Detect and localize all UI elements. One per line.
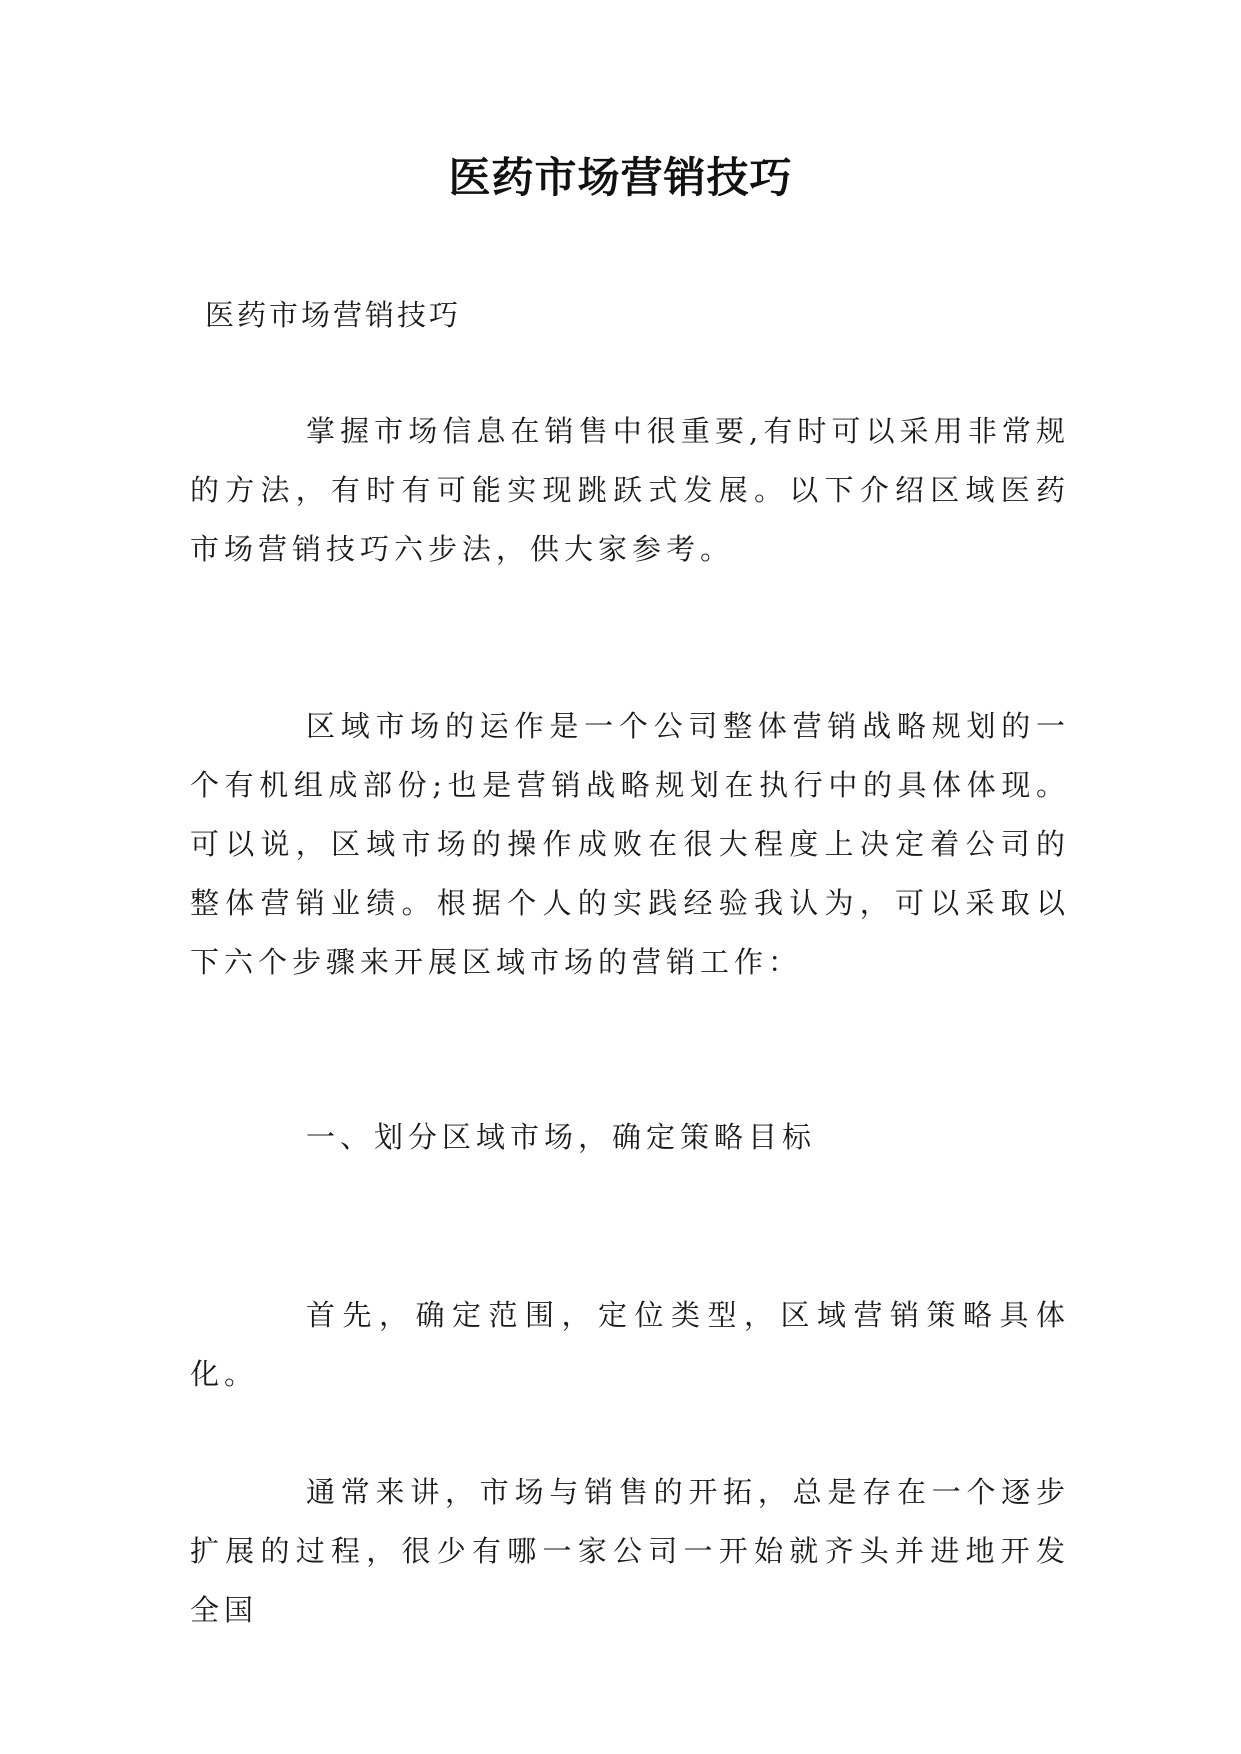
paragraph-intro: 掌握市场信息在销售中很重要,有时可以采用非常规的方法，有时有可能实现跳跃式发展。以下介绍区域医药市场营销技巧六步法，供大家参考。 [190, 414, 1070, 566]
paragraph-regional-market: 区域市场的运作是一个公司整体营销战略规划的一个有机组成部份;也是营销战略规划在执行中的具体体现。可以说，区域市场的操作成败在很大程度上决定着公司的整体营销业绩。根据个人的实践经验我认为，可以采取以下六个步骤来开展区域市场的营销工作： [190, 709, 1070, 979]
paragraph-first-step: 首先，确定范围，定位类型，区域营销策略具体化。 [190, 1298, 1070, 1391]
section-heading-step-one: 一、划分区域市场，确定策略目标 [306, 1120, 817, 1154]
document-title: 医药市场营销技巧 [448, 153, 793, 202]
document-subtitle: 医药市场营销技巧 [205, 298, 462, 332]
paragraph-market-expansion: 通常来讲，市场与销售的开拓，总是存在一个逐步扩展的过程，很少有哪一家公司一开始就齐头并进地开发全国 [190, 1475, 1070, 1627]
